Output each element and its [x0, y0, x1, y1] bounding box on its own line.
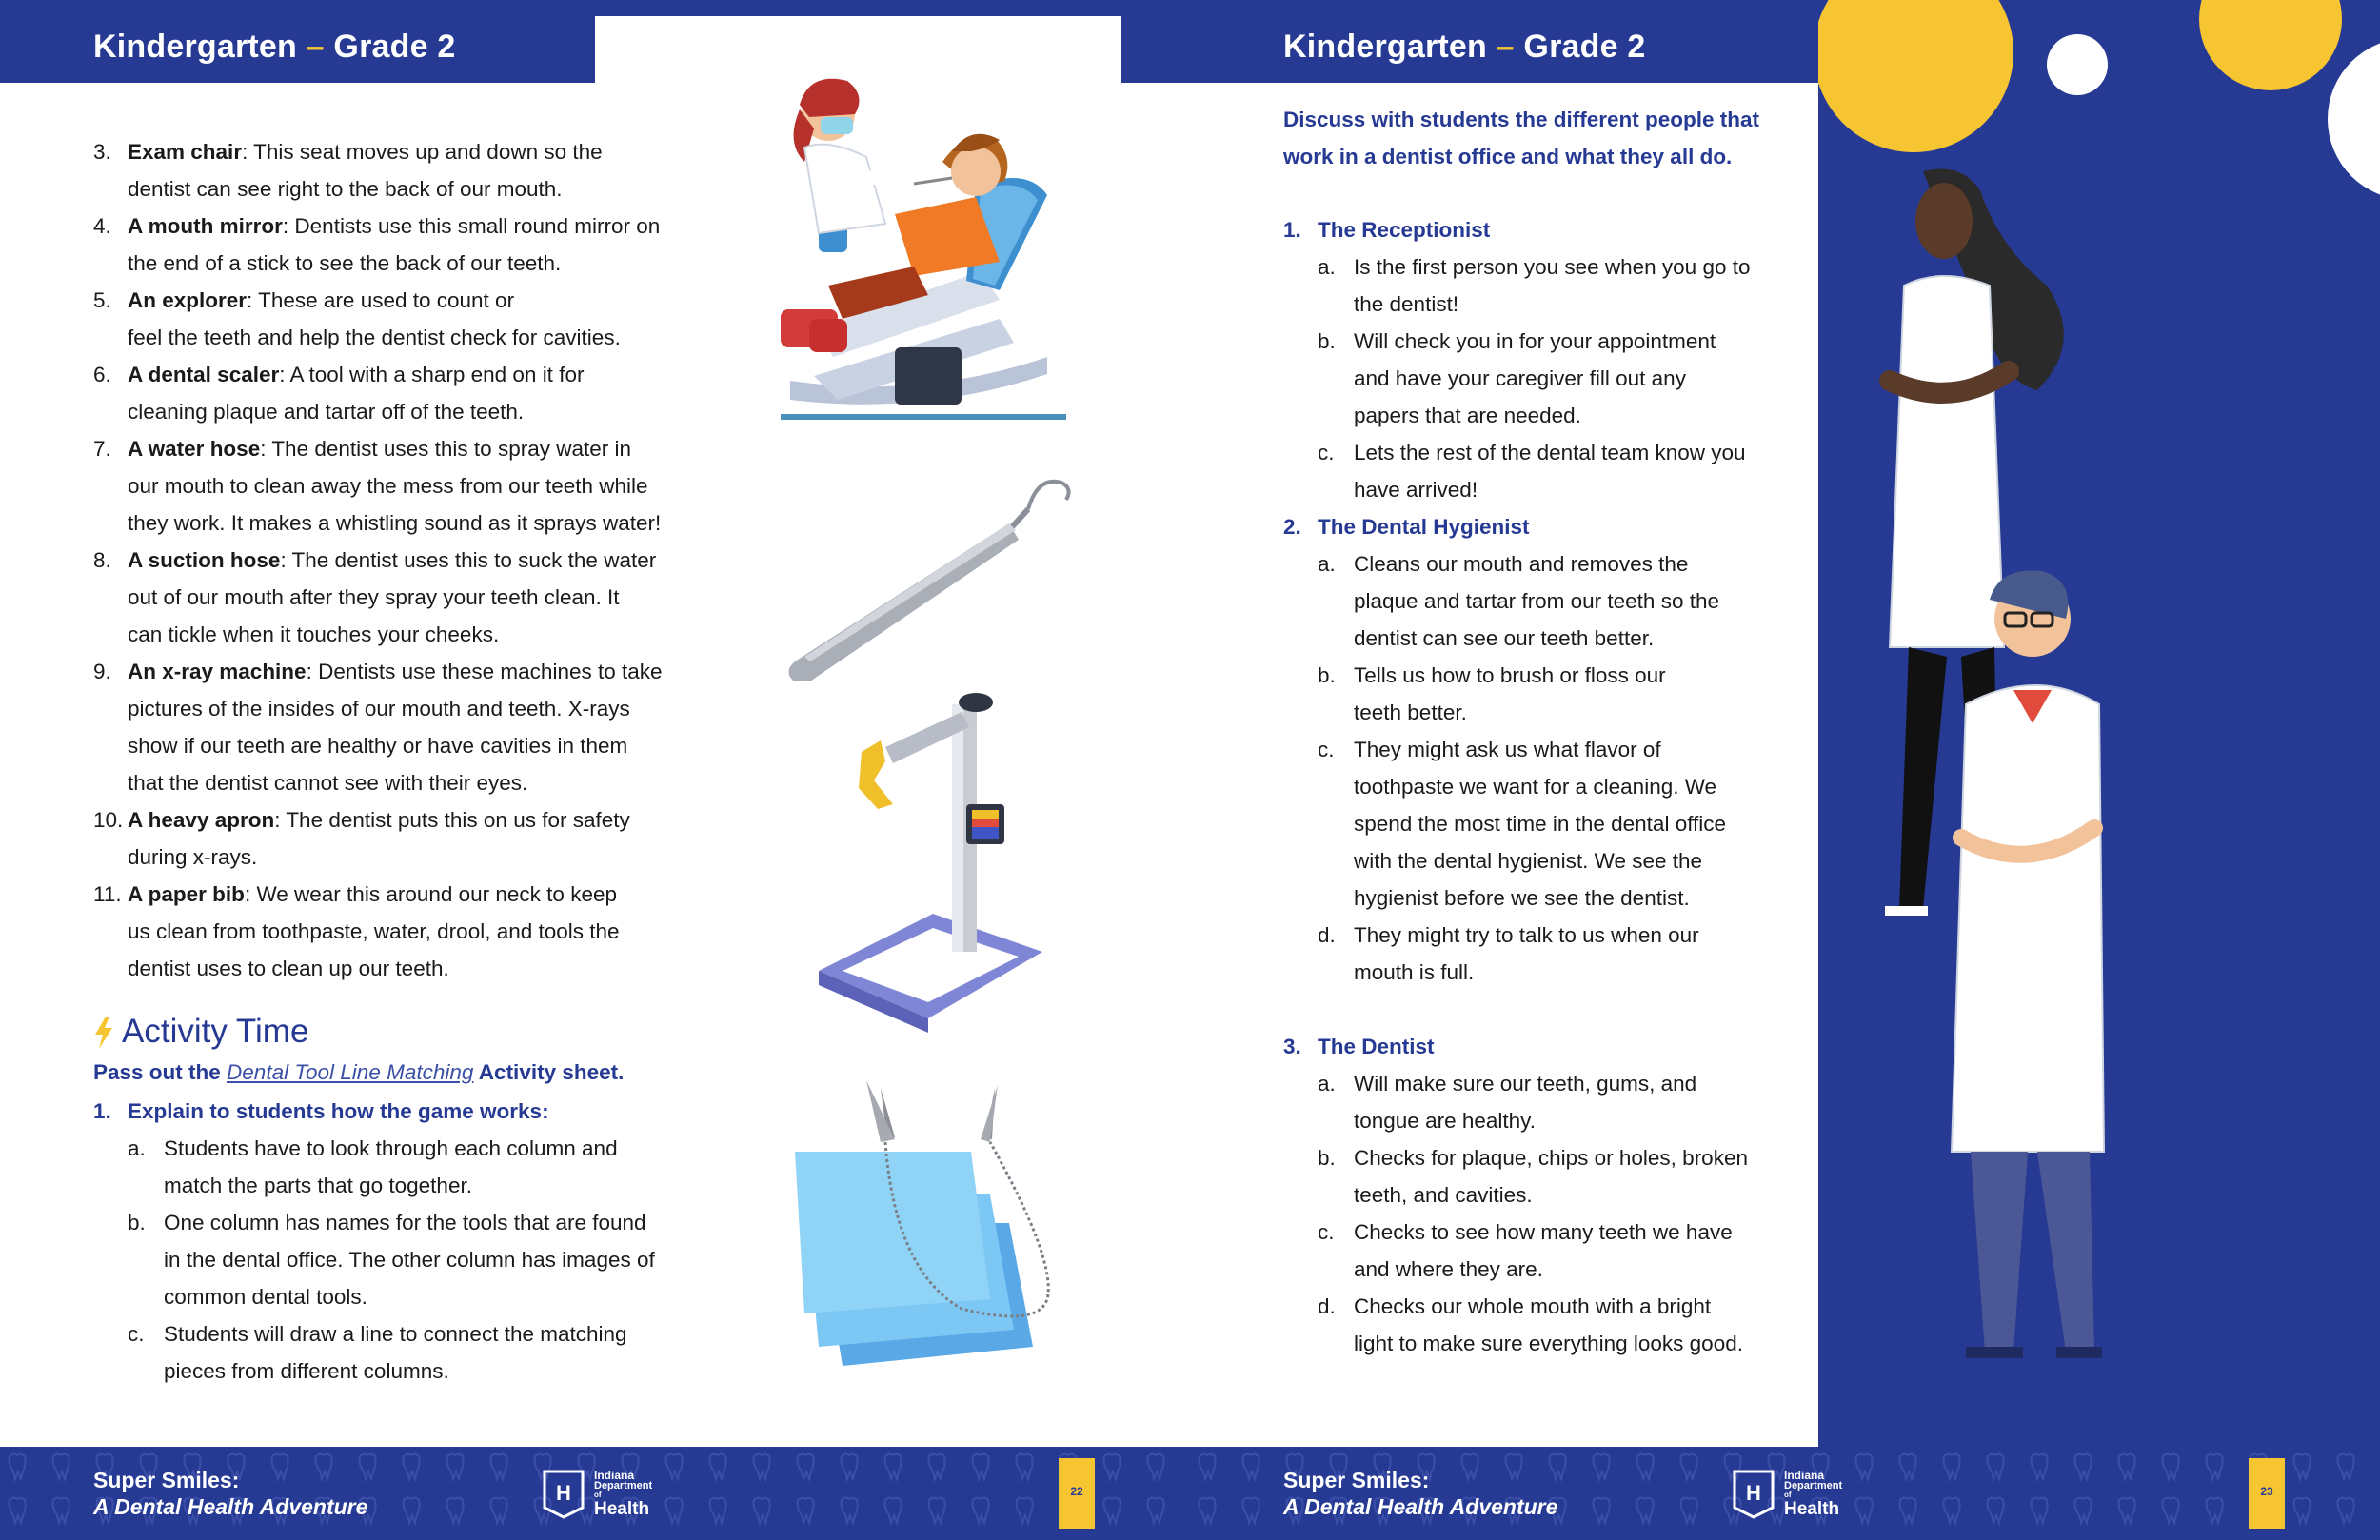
tool-list-item — [93, 801, 693, 876]
duty-line: Will make sure our teeth, gums, and — [1354, 1072, 1697, 1096]
tool-description-line: out of our mouth after they spray your teeth clean. It — [128, 585, 620, 609]
dentists-illustration — [1818, 0, 2380, 1540]
role-heading — [1283, 1028, 1797, 1065]
intro-line: work in a dentist office and what they all do. — [1283, 145, 1733, 168]
item-number: 11. — [93, 882, 122, 906]
duty-line: and have your caregiver fill out any — [1354, 366, 1686, 390]
header-bar-right-stub — [1121, 0, 1190, 83]
item-number: 8. — [93, 548, 111, 572]
role-number: 2. — [1283, 515, 1301, 539]
tool-list-item — [93, 207, 693, 282]
role-duty — [1283, 434, 1797, 508]
duty-line: Checks our whole mouth with a bright — [1354, 1294, 1712, 1318]
activity-steps — [93, 1093, 703, 1390]
duty-letter: a. — [1318, 1072, 1336, 1096]
role-duty — [1283, 1214, 1797, 1288]
activity-sheet-link[interactable]: Dental Tool Line Matching — [227, 1060, 474, 1084]
footer-subtitle: A Dental Health Adventure — [93, 1494, 368, 1519]
substep-line: common dental tools. — [164, 1285, 367, 1309]
svg-text:H: H — [1746, 1481, 1761, 1505]
page-number: 23 — [2260, 1485, 2273, 1498]
tool-list-item — [93, 542, 693, 653]
duty-line: and where they are. — [1354, 1257, 1543, 1281]
page-number: 22 — [1070, 1485, 1083, 1498]
lightning-icon — [93, 1017, 114, 1049]
dental-chair-illustration — [762, 71, 1085, 428]
duty-line: teeth, and cavities. — [1354, 1183, 1533, 1207]
tool-description-line: that the dentist cannot see with their eyes. — [128, 771, 528, 795]
illustration-panel — [1818, 0, 2380, 1540]
tool-list-item — [93, 430, 693, 542]
duty-line: papers that are needed. — [1354, 404, 1581, 427]
tool-description-line: they work. It makes a whistling sound as it sprays water! — [128, 511, 662, 535]
item-number: 7. — [93, 437, 111, 461]
tool-description: : A tool with a sharp end on it for — [279, 363, 585, 386]
item-number: 3. — [93, 140, 111, 164]
duty-line: with the dental hygienist. We see the — [1354, 849, 1703, 873]
tool-name: A water hose — [128, 437, 261, 461]
tool-description: : The dentist uses this to suck the water — [280, 548, 657, 572]
tool-description-line: dentist uses to clean up our teeth. — [128, 957, 449, 980]
duty-letter: b. — [1318, 329, 1336, 353]
tool-description-line: show if our teeth are healthy or have cavities in them — [128, 734, 628, 758]
duty-line: dentist can see our teeth better. — [1354, 626, 1655, 650]
duty-line: Is the first person you see when you go to — [1354, 255, 1751, 279]
duty-line: hygienist before we see the dentist. — [1354, 886, 1690, 910]
duty-line: Checks for plaque, chips or holes, broken — [1354, 1146, 1748, 1170]
role-duty — [1283, 1139, 1797, 1214]
substep-letter: a. — [128, 1136, 146, 1160]
footer-title: Super Smiles: — [93, 1468, 240, 1492]
substep-letter: c. — [128, 1322, 145, 1346]
tool-name: A paper bib — [128, 882, 245, 906]
duty-line: have arrived! — [1354, 478, 1478, 502]
intro-line: Discuss with students the different people that — [1283, 108, 1760, 131]
activity-step: 1. Explain to students how the game works: — [93, 1099, 549, 1123]
dental-tools-list — [93, 133, 693, 987]
tool-description-line: our mouth to clean away the mess from our teeth while — [128, 474, 648, 498]
tool-name: Exam chair — [128, 140, 243, 164]
role-duty — [1283, 657, 1797, 731]
substep-line: Students will draw a line to connect the matching — [164, 1322, 627, 1346]
tool-name: A heavy apron — [128, 808, 275, 832]
duty-line: light to make sure everything looks good. — [1354, 1332, 1743, 1355]
item-number: 9. — [93, 660, 111, 683]
tool-description: : This seat moves up and down so the — [242, 140, 603, 164]
tool-list-item — [93, 133, 693, 207]
xray-machine-illustration — [809, 685, 1047, 1037]
tool-description-line: can tickle when it touches your cheeks. — [128, 622, 500, 646]
duty-line: Cleans our mouth and removes the — [1354, 552, 1689, 576]
tool-name: A dental scaler — [128, 363, 280, 386]
duty-line: Lets the rest of the dental team know you — [1354, 441, 1746, 464]
role-title: The Receptionist — [1318, 218, 1491, 242]
dental-explorer-illustration — [776, 471, 1081, 681]
tool-list-item — [93, 653, 693, 801]
pass-out-instruction: Pass out the Dental Tool Line Matching Activity sheet. — [93, 1060, 625, 1084]
duty-line: spend the most time in the dental office — [1354, 812, 1727, 836]
duty-line: toothpaste we want for a cleaning. We — [1354, 775, 1717, 799]
duty-line: Checks to see how many teeth we have — [1354, 1220, 1733, 1244]
idoh-logo: H Indiana Department of Health — [541, 1468, 655, 1521]
duty-line: Tells us how to brush or floss our — [1354, 663, 1666, 687]
duty-letter: d. — [1318, 923, 1336, 947]
duty-letter: c. — [1318, 441, 1335, 464]
svg-text:H: H — [556, 1481, 571, 1505]
role-duty — [1283, 1065, 1797, 1139]
substep-line: One column has names for the tools that are found — [164, 1211, 646, 1234]
tool-description-line: cleaning plaque and tartar off of the teeth. — [128, 400, 525, 424]
tool-name: An explorer — [128, 288, 248, 312]
tool-description: : We wear this around our neck to keep — [244, 882, 617, 906]
tool-description: : Dentists use this small round mirror on — [282, 214, 661, 238]
tool-description: : These are used to count or — [247, 288, 515, 312]
idoh-logo: H Indiana Department of Health — [1731, 1468, 1845, 1521]
tool-description-line: the end of a stick to see the back of our teeth. — [128, 251, 562, 275]
footer-title: Super Smiles: — [1283, 1468, 1430, 1492]
duty-line: tongue are healthy. — [1354, 1109, 1536, 1133]
page-number-tab — [2249, 1458, 2285, 1529]
duty-line: the dentist! — [1354, 292, 1459, 316]
tool-name: A mouth mirror — [128, 214, 283, 238]
duty-line: teeth better. — [1354, 701, 1467, 724]
role-duty — [1283, 248, 1797, 323]
activity-title: Activity Time — [122, 1013, 309, 1050]
duty-line: mouth is full. — [1354, 960, 1475, 984]
tool-description-line: us clean from toothpaste, water, drool, and tools the — [128, 919, 620, 943]
role-number: 1. — [1283, 218, 1301, 242]
dental-bib-illustration — [790, 1080, 1076, 1394]
page-title: Kindergarten – Grade 2 — [1283, 29, 1646, 65]
substep-line: in the dental office. The other column has images of — [164, 1248, 655, 1272]
header-bar-top-strip — [595, 0, 1121, 16]
tool-description-line: dentist can see right to the back of our mouth. — [128, 177, 563, 201]
item-number: 5. — [93, 288, 111, 312]
duty-line: They might ask us what flavor of — [1354, 738, 1661, 761]
duty-line: They might try to talk to us when our — [1354, 923, 1699, 947]
footer-subtitle: A Dental Health Adventure — [1283, 1494, 1558, 1519]
activity-substep — [93, 1315, 703, 1390]
duty-letter: d. — [1318, 1294, 1336, 1318]
role-number: 3. — [1283, 1035, 1301, 1058]
right-page — [1190, 0, 2380, 1540]
duty-line: plaque and tartar from our teeth so the — [1354, 589, 1719, 613]
duty-line: Will check you in for your appointment — [1354, 329, 1716, 353]
item-number: 6. — [93, 363, 111, 386]
duty-letter: c. — [1318, 738, 1335, 761]
duty-letter: a. — [1318, 255, 1336, 279]
tool-list-item — [93, 876, 693, 987]
footer — [1190, 1447, 2380, 1540]
substep-line: match the parts that go together. — [164, 1174, 472, 1197]
role-duty — [1283, 545, 1797, 657]
role-duty — [1283, 731, 1797, 917]
tool-list-item — [93, 282, 693, 356]
footer — [0, 1447, 1190, 1540]
dental-team-content — [1283, 101, 1797, 1362]
substep-letter: b. — [128, 1211, 146, 1234]
role-title: The Dentist — [1318, 1035, 1435, 1058]
tool-name: A suction hose — [128, 548, 281, 572]
duty-letter: a. — [1318, 552, 1336, 576]
item-number: 4. — [93, 214, 111, 238]
role-duty — [1283, 1288, 1797, 1362]
tool-description: : The dentist puts this on us for safety — [274, 808, 630, 832]
role-heading — [1283, 508, 1797, 545]
role-duty — [1283, 323, 1797, 434]
substep-line: Students have to look through each column and — [164, 1136, 618, 1160]
role-duty — [1283, 917, 1797, 991]
duty-letter: b. — [1318, 663, 1336, 687]
tool-description-line: feel the teeth and help the dentist check for cavities. — [128, 326, 621, 349]
intro-text — [1283, 101, 1797, 175]
tool-description: : Dentists use these machines to take — [306, 660, 663, 683]
activity-substep — [93, 1130, 703, 1204]
page-number-tab — [1059, 1458, 1095, 1529]
role-title: The Dental Hygienist — [1318, 515, 1530, 539]
indiana-outline-icon — [541, 1468, 586, 1519]
spacer — [1283, 991, 1797, 1028]
tool-description-line: during x-rays. — [128, 845, 258, 869]
tool-description-line: pictures of the insides of our mouth and teeth. X-rays — [128, 697, 630, 721]
duty-letter: c. — [1318, 1220, 1335, 1244]
item-number: 10. — [93, 808, 124, 832]
indiana-outline-icon — [1731, 1468, 1776, 1519]
role-heading — [1283, 211, 1797, 248]
page-title: Kindergarten – Grade 2 — [93, 29, 456, 65]
tool-description: : The dentist uses this to spray water in — [260, 437, 631, 461]
tool-name: An x-ray machine — [128, 660, 307, 683]
tool-list-item — [93, 356, 693, 430]
substep-line: pieces from different columns. — [164, 1359, 449, 1383]
activity-substep — [93, 1204, 703, 1315]
duty-letter: b. — [1318, 1146, 1336, 1170]
